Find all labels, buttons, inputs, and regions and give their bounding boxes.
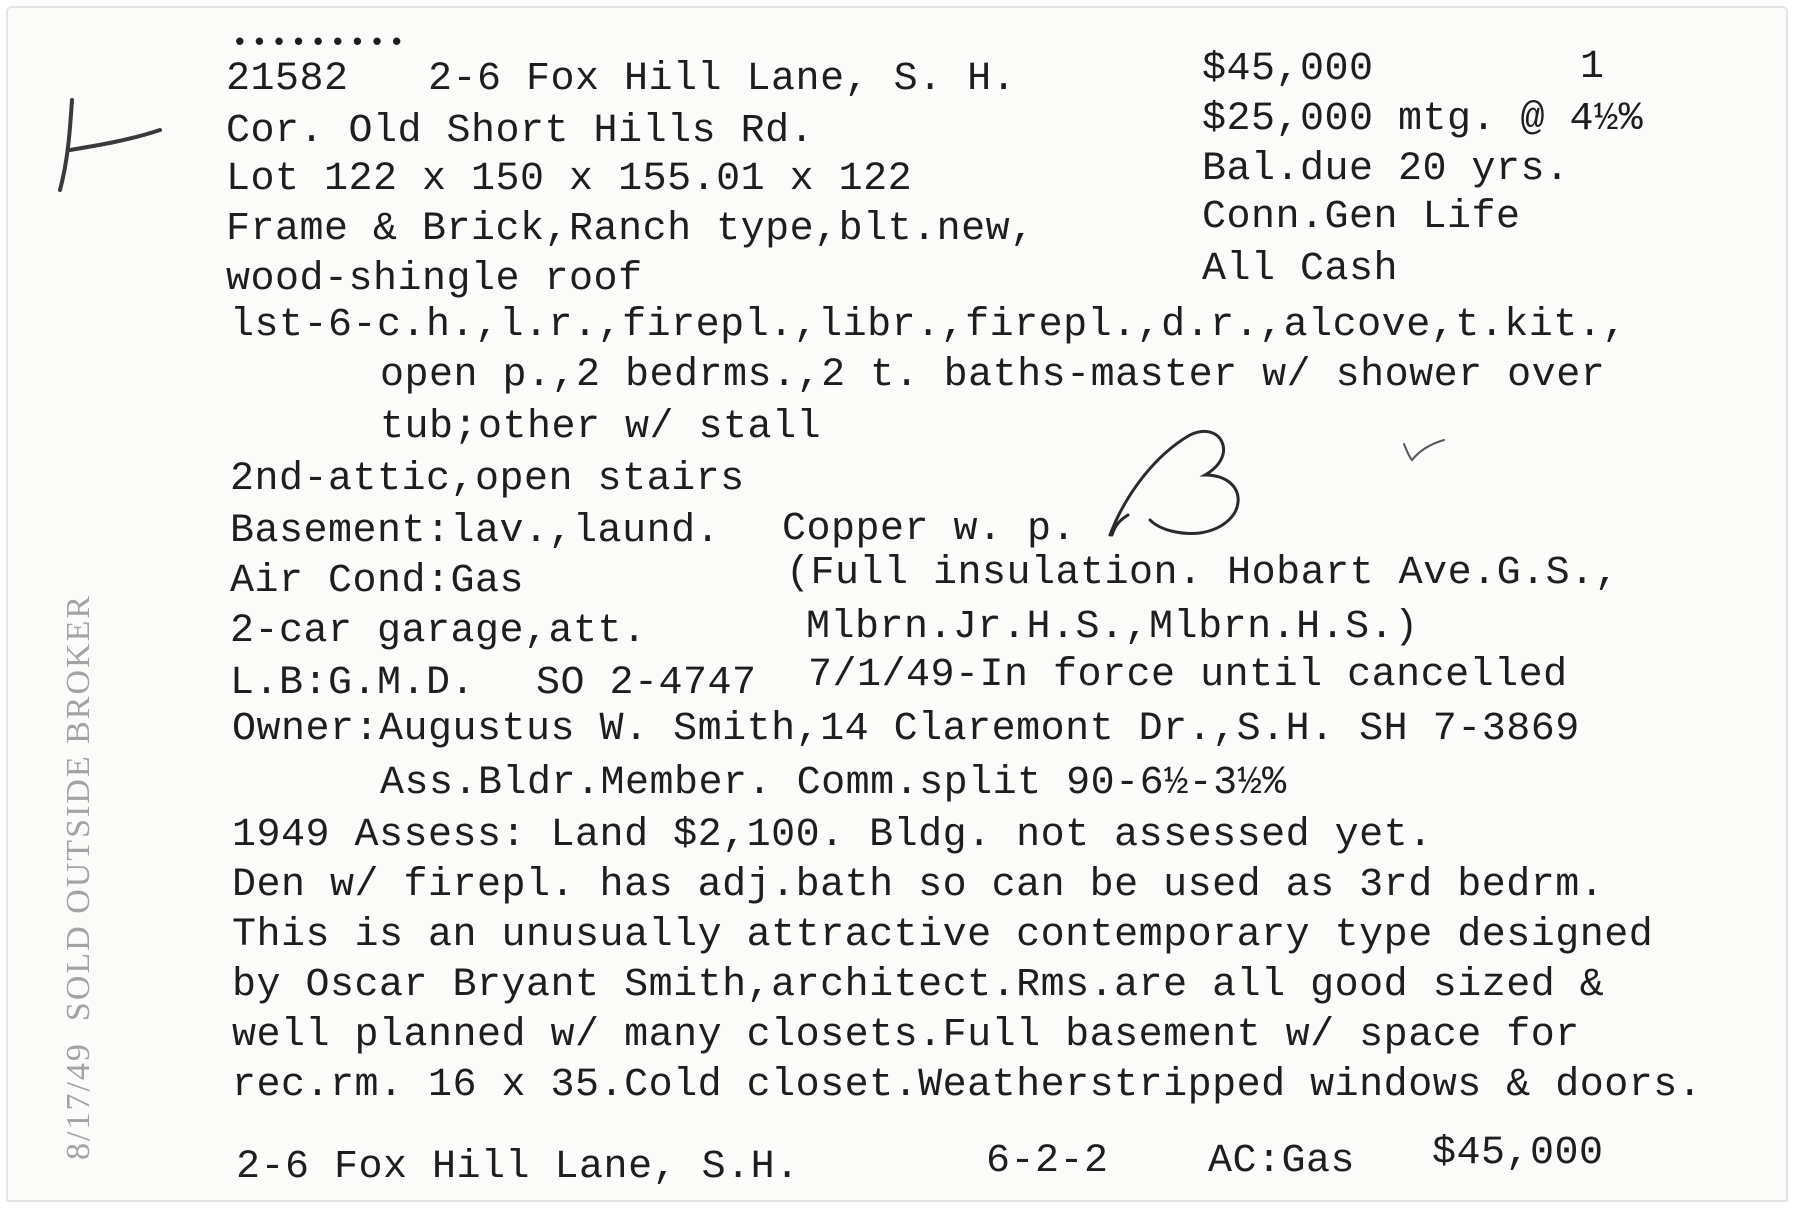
punch-dots: ••••••••• (232, 28, 409, 58)
first-floor-line-1: lst-6-c.h.,l.r.,firepl.,libr.,firepl.,d.r.,alcove,t.kit., (230, 303, 1627, 348)
remarks-line-2: This is an unusually attractive contemporary type designed (232, 913, 1654, 958)
basement: Basement:lav.,laund. (230, 509, 721, 554)
corner-street: Cor. Old Short Hills Rd. (226, 109, 815, 154)
handwritten-b-mark (1100, 415, 1270, 555)
stamp-text: SOLD OUTSIDE BROKER (60, 593, 97, 1022)
listing-date: 7/1/49-In force until cancelled (808, 653, 1568, 698)
first-floor-line-3: tub;other w/ stall (380, 405, 822, 450)
handwritten-k-mark (30, 90, 170, 200)
sold-stamp (60, 594, 98, 1160)
remarks-line-1: Den w/ firepl. has adj.bath so can be used as 3rd bedrm. (232, 863, 1605, 908)
footer-address: 2-6 Fox Hill Lane, S.H. (236, 1145, 800, 1190)
schools: Mlbrn.Jr.H.S.,Mlbrn.H.S.) (806, 605, 1419, 650)
construction-type: Frame & Brick,Ranch type,blt.new, (226, 207, 1035, 252)
mortgage-balance: Bal.due 20 yrs. (1202, 147, 1570, 192)
listing-number: 21582 (226, 57, 349, 102)
garage: 2-car garage,att. (230, 609, 647, 654)
remarks-line-5: rec.rm. 16 x 35.Cold closet.Weatherstripped windows & doors. (232, 1063, 1703, 1108)
card-number: 1 (1580, 45, 1605, 90)
first-floor-line-2: open p.,2 bedrms.,2 t. baths-master w/ shower over (380, 353, 1606, 398)
broker-phone: SO 2-4747 (536, 661, 757, 706)
lender: Conn.Gen Life (1202, 195, 1521, 240)
remarks-line-3: by Oscar Bryant Smith,architect.Rms.are all good sized & (232, 963, 1605, 1008)
footer-ac: AC:Gas (1208, 1139, 1356, 1184)
commission-split: Ass.Bldr.Member. Comm.split 90-6½-3½% (380, 761, 1287, 806)
payment-terms: All Cash (1202, 247, 1399, 292)
property-address: 2-6 Fox Hill Lane, S. H. (428, 57, 1017, 102)
listing-price: $45,000 (1202, 47, 1374, 92)
insulation-schools: (Full insulation. Hobart Ave.G.S., (786, 551, 1620, 596)
assessment: 1949 Assess: Land $2,100. Bldg. not assessed yet. (232, 813, 1433, 858)
mortgage-info: $25,000 mtg. @ 4½% (1202, 97, 1644, 142)
second-floor: 2nd-attic,open stairs (230, 457, 745, 502)
footer-price: $45,000 (1432, 1131, 1604, 1176)
listing-broker: L.B:G.M.D. (230, 661, 476, 706)
water-pipes: Copper w. p. (782, 507, 1077, 552)
stamp-date: 8/17/49 (60, 1042, 97, 1160)
footer-rooms: 6-2-2 (986, 1139, 1109, 1184)
remarks-line-4: well planned w/ many closets.Full basement w/ space for (232, 1013, 1580, 1058)
air-conditioning: Air Cond:Gas (230, 559, 525, 604)
roof-type: wood-shingle roof (226, 257, 643, 302)
handwritten-check-mark (1400, 430, 1460, 470)
lot-size: Lot 122 x 150 x 155.01 x 122 (226, 157, 913, 202)
owner-info: Owner:Augustus W. Smith,14 Claremont Dr.,S.H. SH 7-3869 (232, 707, 1580, 752)
